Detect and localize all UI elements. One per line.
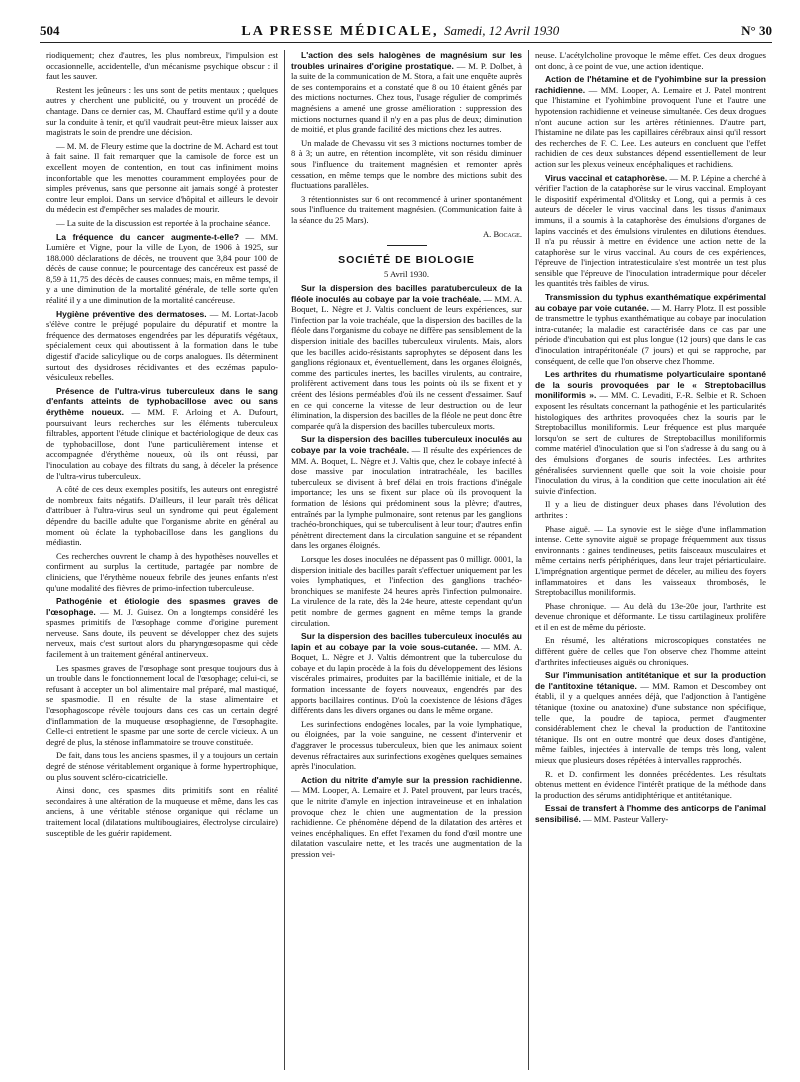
paragraph-text: Lorsque les doses inoculées ne dépassent pas 0 milligr. 0001, la dispersion initiale des bacilles paraît s'effectuer uniquement par les voies lymphatiques, et l'infection des ganglions trachéo-bronchiques se manifeste 24 heures après l'infection pulmonaire. La virulence de la rate, dès la 24e heure, atteste cependant qu'un petit nombre de germes gagnent en même temps la grande circulation. (291, 553, 522, 628)
paragraph (535, 524, 766, 598)
column-2-top (291, 50, 522, 226)
paragraph (291, 631, 522, 716)
paragraph (46, 50, 278, 82)
column-2 (284, 50, 528, 1070)
paragraph-text: — MM. Ramon et Descombey ont établi, il y a quelques années déjà, que l'adjonction à l'antigène tétanique (toxine ou anatoxine) d'une substance non spécifique, telle que, la poudre de tapioca, permet d'augmenter considérablement chez le cheval la production de l'antitoxine tétanique. Ils ont en outre montré que deux doses d'antigène, même faibles, injectées à intervalle de temps très long, valent mieux que plusieurs doses répétées à intervalles rapprochés. (535, 680, 766, 765)
issue-number: N° 30 (741, 23, 772, 38)
paragraph (46, 218, 278, 229)
paragraph-text: Il y a lieu de distinguer deux phases dans l'évolution des arthrites : (535, 499, 766, 520)
paragraph-heading: Transmission du typhus exanthématique expérimental au cobaye par voie cutanée. (535, 292, 766, 313)
paragraph-heading: L'action des sels halogènes de magnésium sur les troubles urinaires d'origine prostatique. (291, 50, 522, 71)
column-2-bottom (291, 283, 522, 859)
paragraph (291, 50, 522, 135)
paragraph (535, 369, 766, 496)
paragraph-text: — MM. A. Boquet, L. Nègre et J. Valtis démontrent que la tuberculose du cobaye et du lapin procède à la fois du développement des lésions viscérales primaires, produites par la bacillémie initiale, et de la formation incessante de foyers nouveaux, engendrés par des apports bacillaires continus. D'où la coexistence de lésions d'âges différents dans les divers organes ou dans le même organe. (291, 641, 522, 716)
paragraph-heading: Pathogénie et étiologie des spasmes graves de l'œsophage. (46, 596, 278, 617)
paragraph (291, 775, 522, 860)
paragraph-text: — MM. C. Levaditi, F.-R. Selbie et R. Schoen exposent les résultats concernant la pathogénie et les particularités histologiques des arthrites provoquées chez la souris par le Streptobacillus moniliformis. Leur fréquence est plus marquée lorsqu'on se sert de cultures de Streptobacillus moniliformis comme matériel d'inoculation que si l'on s'adresse à du sang ou à des émulsions d'organes de souris infectées. Les arthrites généralisées surviennent quelle que soit la voie choisie pour l'inoculation du virus, à la condition que cette inoculation ait été suivie d'infection. (535, 390, 766, 496)
paragraph-text: Les surinfections endogènes locales, par la voie lymphatique, ou éloignées, par la voie sanguine, ne cessent d'intervenir et d'aggraver le processus tuberculeux, bien que les animaux soient devenus réfractaires aux surinfections exogènes quelques semaines après l'inoculation. (291, 718, 522, 772)
page-header (40, 20, 772, 43)
paragraph-heading: Hygiène préventive des dermatoses. (56, 308, 207, 319)
paragraph-heading: Sur la dispersion des bacilles tuberculeux inoculés au cobaye par la voie trachéale. (291, 434, 522, 455)
paragraph-text: 3 rétentionnistes sur 6 ont recommencé à uriner spontanément sous l'influence du traitement magnésien. (Communication faite à la séance du 25 Mars). (291, 193, 522, 225)
paragraph (46, 309, 278, 383)
paragraph-text: Restent les jeûneurs : les uns sont de petits mentaux ; quelques autres y cherchent une publicité, ou y trouvent un procédé de chantage. Dans ce dernier cas, M. Chauffard estime qu'il y a doute sur la conduite à tenir, et qu'il vaudrait peut-être mieux laisser aux magistrats le soin de prendre une décision. (46, 84, 278, 138)
paragraph (291, 138, 522, 191)
paragraph-heading: Essai de transfert à l'homme des anticorps de l'animal sensibilisé. (535, 803, 766, 824)
paragraph (46, 785, 278, 838)
paragraph-heading: Action du nitrite d'amyle sur la pression rachidienne. (301, 774, 522, 785)
paragraph (46, 85, 278, 138)
paragraph (46, 551, 278, 593)
paragraph-text: — MM. A. Boquet, L. Nègre et J. Valtis concluent de leurs expériences, sur l'infection par la voie trachéale, que la dispersion des bacilles de la fléole dans l'organisme du cobaye ne diffère pas sensiblement de la dispersion initiale des bacilles tuberculeux virulents. Mais, alors que les bacilles acido-résistants saprophytes se déposent dans les ganglions régionaux et, éventuellement, dans les organes éloignés, comme des particules inertes, les bacilles virulents, au contraire, prolifèrent activement dans tous les points où ils se fixent et y créent des lésions perméables d'où ils ne cessent d'essaimer. Sauf en ce qui concerne la vitesse de leur destruction ou de leur élimination, la dispersion des bacilles de la fléole ne peut donc être comparée qu'à la dispersion des bacilles tuberculeux morts. (291, 293, 522, 431)
paragraph-text: En résumé, les altérations microscopiques constatées ne diffèrent guère de celles que l'on observe chez l'homme atteint d'arthrites infectieuses aiguës ou chroniques. (535, 635, 766, 667)
paragraph-text: riodiquement; chez d'autres, les plus nombreux, l'impulsion est occasionnelle, accidentelle, d'un mécanisme psychique obscur : il faut les sauver. (46, 50, 278, 82)
paragraph-heading: La fréquence du cancer augmente-t-elle? (56, 231, 240, 242)
paragraph-text: Ces recherches ouvrent le champ à des hypothèses nouvelles et confirment au surplus la certitude, partagée par nombre de cliniciens, que l'érythème noueux febrile des jeunes enfants n'est qu'une modalité des fièvres de primo-infection tuberculeuse. (46, 550, 278, 593)
paragraph-text: Un malade de Chevassu vit ses 3 mictions nocturnes tomber de 8 à 3; un autre, en rétention incomplète, vit son résidu diminuer sous l'influence du traitement magnésien et remonter après cessation, en même temps que le nombre des mictions subit des fluctuations parallèles. (291, 137, 522, 191)
paragraph-text: — MM. Pasteur Vallery- (580, 813, 669, 824)
paragraph-text: — M. P. Lépine a cherché à vérifier l'action de la cataphorèse sur le virus vaccinal. Employant le dispositif expérimental d'Olitsky et Long, qui a permis à ces auteurs de déceler le virus vaccinal dans les tissus d'animaux immuns, il a soumis à la cataphorèse des émulsions d'organes de lapins vaccinés et des émulsions virulentes en dilutions étendues. Il n'a pu réussir à mettre en évidence une action nette de la cataphorèse sur le virus vaccinal. Au cours de ces expériences, l'épreuve de l'injection intratesticulaire s'est montrée un test plus sensible que l'épreuve de l'inoculation intradermique pour déceler les quantités très faibles de virus. (535, 172, 766, 289)
paragraph (535, 292, 766, 366)
paragraph (291, 434, 522, 551)
page-number: 504 (40, 23, 60, 38)
paragraph (291, 283, 522, 431)
paragraph (46, 663, 278, 748)
paragraph-text: — M. J. Guisez. On a longtemps considéré les spasmes primitifs de l'œsophage comme d'origine purement nerveuse. Sans doute, ils peuvent se développer chez des sujets nerveux, mais c'est surtout alors du pharyngœsopasme qui cède facilement à un traitement général antinerveux. (46, 606, 278, 660)
paragraph (535, 635, 766, 667)
paragraph-heading: Sur la dispersion des bacilles paratuberculeux de la fléole inoculés au cobaye par la voie trachéale. (291, 283, 522, 304)
paragraph-heading: Action de l'hétamine et de l'yohimbine sur la pression rachidienne. (535, 74, 766, 95)
paragraph-text: — MM. F. Arloing et A. Dufourt, poursuivant leurs recherches sur les éléments tuberculeux filtrables, apportent l'étude clinique et bactériologique de deux cas de typhobacillose, dont l'une particulièrement intense et accompagnée d'érythème noueux, où ils ont réussi, par l'inoculation au cobaye des filtrats du sang, à déceler la présence de l'ultra-virus tuberculeux. (46, 407, 278, 481)
paragraph-text: Phase aiguë. — La synovie est le siège d'une inflammation intense. Cette synovite aiguë se propage fréquemment aux tissus environnants : gaines tendineuses, petits faisceaux musculaires et même certains nerfs périphériques, dans leur trajet périarticulaire. L'imprégnation argentique permet de déceler, au milieu des foyers inflammatoires et dans les vaisseaux thrombosés, le Streptobacillus moniliformis. (535, 523, 766, 598)
paragraph-text: — M. M. de Fleury estime que la doctrine de M. Achard est tout à fait saine. Il fait remarquer que la camisole de force est un excellent moyen de contention, en tout cas infiniment moins inconfortable que les menottes couramment employées pour de simples prévenus, sans que personne ait jamais songé à protester contre leur emploi. Dans un service d'hôpital et ailleurs le devoir du médecin est d'empêcher ses malades de mourir. (46, 140, 278, 215)
paragraph-heading: Sur la dispersion des bacilles tuberculeux inoculés au lapin et au cobaye par la voie sous-cutanée. (291, 631, 522, 652)
paragraph (46, 750, 278, 782)
paragraph-text: — M. P. Dolbet, à la suite de la communication de M. Stora, a fait une enquête auprès de ses contemporains et a constaté que 8 ou 10 étaient gênés par des mictions nocturnes. Chez tous, l'usage régulier de comprimés magnésiens a amené une grosse amélioration : suppression des mictions nocturnes quand il n'y en a pas plus de deux; diminution de moitié, et plus grande facilité des mictions chez les autres. (291, 60, 523, 135)
section-date: 5 Avril 1930. (384, 269, 429, 280)
paragraph (46, 141, 278, 215)
paragraph-text: — MM. Lumière et Vigne, pour la ville de Lyon, de 1906 à 1925, sur 188.000 déclarations de décès, ne trouvent que 3,84 pour 100 de décès de cause connue; le pourcentage des cancéreux est passé de 8,59 à 11,75 des décès de causes connues; mais, en même temps, il y a une diminution de la mortalité générale, de telle sorte qu'en réalité il y a une diminution de la mortalité cancéreuse. (46, 231, 278, 306)
signature: A. Bocage. (482, 228, 522, 239)
journal-title (241, 23, 559, 40)
paragraph-text: De fait, dans tous les anciens spasmes, il y a toujours un certain degré de sténose véritablement organique à forme hypertrophique, ou plus souvent scléro-cicatricielle. (46, 750, 278, 782)
paragraph-text: Les spasmes graves de l'œsophage sont presque toujours dus à un trouble dans le fonctionnement local de l'œsophage; celui-ci, se refusant à accepter un bol alimentaire mal préparé, mal mastiqué, se spasmodie. Il en résulte de la stase alimentaire et l'œsophagoscope révèle toujours dans ces cas un certain degré d'inflammation de la muqueuse œsophagienne, de l'œsophagite. Celle-ci entretient le spasme par une sorte de cercle vicieux. A un degré de plus, la sténose inflammatoire se trouve constituée. (46, 662, 278, 747)
paragraph (535, 601, 766, 633)
column-3 (528, 50, 772, 1070)
paragraph (535, 499, 766, 520)
paragraph-text: neuse. L'acétylcholine provoque le même effet. Ces deux drogues ont donc, à ce point de vue, une action identique. (535, 50, 766, 71)
section-divider (387, 245, 427, 246)
paragraph (291, 194, 522, 226)
paragraph-text: — M. Lortat-Jacob s'élève contre le préjugé populaire du dépuratif et montre la fréquence des dermatoses engendrées par les dépuratifs végétaux, spécialement ceux qui aboutissent à la formation dans le tube digestif d'acide salicylique ou de corps analogues. Ils déterminent surtout des dysidroses récidivantes et des eczémas papulo-vésiculeux rebelles. (46, 308, 278, 383)
paragraph (535, 670, 766, 765)
paragraph (535, 803, 766, 824)
paragraph-heading: Sur l'immunisation antitétanique et sur la production de l'antitoxine tétanique. (535, 670, 766, 691)
paragraph-text: — La suite de la discussion est reportée à la prochaine séance. (56, 217, 271, 228)
paragraph (291, 554, 522, 628)
paragraph-heading: Virus vaccinal et cataphorèse. (545, 172, 668, 183)
article-columns (40, 50, 772, 1070)
section-title: SOCIÉTÉ DE BIOLOGIE (338, 254, 475, 267)
paragraph (535, 769, 766, 801)
paragraph (46, 386, 278, 481)
paragraph (46, 232, 278, 306)
paragraph-text: — MM. Looper, A. Lemaire et J. Patel montrent que l'histamine et l'yohimbine provoquent l'une et l'autre une hypotension rachidienne et veineuse simultanée. Ces deux drogues n'ont aucune action sur les artères rétiniennes. D'autre part, l'histamine ne dilate pas les capillaires cérébraux ainsi qu'il ressort des recherches de F. C. Lee. Les auteurs en concluent que l'effet rachidien de ces deux substances dépend essentiellement de leur action sur les plexus veineux encéphaliques et rachidiens. (535, 84, 766, 169)
paragraph-text: — Il résulte des expériences de MM. A. Boquet, L. Nègre et J. Valtis que, chez le cobaye infecté à dose massive par inoculation intratrachéale, les bacilles tuberculeux se divisent à bref délai en trois fractions d'inégale importance; les uns se fixent sur place où ils provoquent la formation de lésions qui prédominent sous la plèvre; d'autres, entraînés par la lymphe pulmonaire, sont retenus par les ganglions trachéo-bronchiques, qui se tuberculisent à leur tour; d'autres enfin pénètrent directement dans la circulation sanguine et se répandent dans les organes éloignés. (291, 445, 522, 551)
column-1 (40, 50, 284, 1070)
paragraph (46, 484, 278, 548)
paragraph-heading: Présence de l'ultra-virus tuberculeux dans le sang d'enfants atteints de typhobacillose avec ou sans érythème noueux. (46, 385, 278, 417)
paragraph (535, 50, 766, 71)
paragraph-text: Phase chronique. — Au delà du 13e-20e jour, l'arthrite est devenue chronique et déformante. Le tissu cartilagineux prolifère et il en est de même du périoste. (535, 600, 766, 632)
paragraph-text: Ainsi donc, ces spasmes dits primitifs sont en réalité secondaires à une altération de la muqueuse et même, dans les cas anciens, à une véritable sténose organique qui réclame un traitement local (dilatations multibougiaires, électrolyse circulaire) susceptible de les guérir rapidement. (46, 785, 278, 838)
paragraph (46, 596, 278, 660)
paragraph-heading: Les arthrites du rhumatisme polyarticulaire spontané de la souris provoquées par le « Streptobacillus moniliformis ». (535, 369, 766, 401)
paragraph-text: R. et D. confirment les données précédentes. Les résultats obtenus mettent en évidence l'intérêt pratique de la méthode dans la production des sérums antidiphtérique et antitétanique. (535, 768, 766, 800)
paragraph-text: A côté de ces deux exemples positifs, les auteurs ont enregistré de nombreux faits négatifs. D'ailleurs, il leur paraît très délicat d'attribuer à l'ultra-virus seul un syndrome qui peut également dépendre du bacille adulte que l'organisme abrite en général au moment où éclate la typhobacillose dans les ganglions du médiastin. (46, 484, 278, 548)
paragraph (291, 719, 522, 772)
paragraph (535, 173, 766, 290)
paragraph-text: — MM. Looper, A. Lemaire et J. Patel prouvent, par leurs tracés, que le nitrite d'amyle en injection intraveineuse et en inhalation provoque chez le chien une augmentation de la pression rachidienne. Ce phénomène dépend de la dilatation des artères et veines encéphaliques. En effet l'examen du fond d'œil montre une dilatation vasculaire nette, et les tracés une augmentation de la pression vei- (291, 785, 522, 859)
paragraph-text: — M. Harry Plotz. Il est possible de transmettre le typhus exanthématique au cobaye par inoculation intra-cutanée; la maladie est caractérisée dans ce cas par une période d'incubation qui est plus longue (12 jours) que dans le cas d'inoculation intrapéritonéale (7 jours) et qui se rapproche, par conséquent, de celle que l'on observe chez l'homme. (535, 302, 766, 366)
journal-name: LA PRESSE MÉDICALE, (241, 23, 439, 39)
issue-date: Samedi, 12 Avril 1930 (443, 22, 560, 38)
paragraph (535, 74, 766, 169)
